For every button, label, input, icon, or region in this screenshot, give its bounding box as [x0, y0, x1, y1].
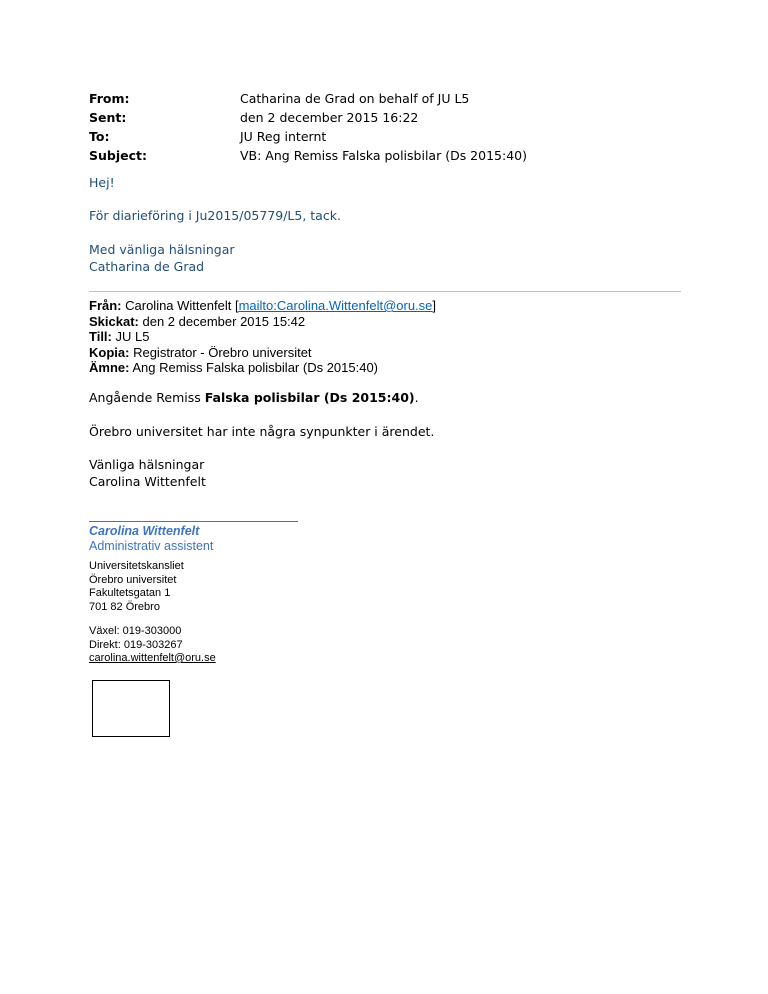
signature-email-link[interactable]: carolina.wittenfelt@oru.se	[89, 652, 216, 664]
body-line-statement: Örebro universitet har inte några synpunkter i ärendet.	[89, 424, 435, 439]
forwarded-to-label: Till:	[89, 329, 112, 344]
forwarded-to-row	[89, 329, 436, 345]
forwarded-cc-value: Registrator - Örebro universitet	[133, 344, 312, 360]
reply-closing: Med vänliga hälsningar	[89, 242, 235, 257]
body-line1-bold: Falska polisbilar (Ds 2015:40)	[204, 390, 415, 405]
reply-name: Catharina de Grad	[89, 259, 205, 274]
forwarded-from-value: Carolina Wittenfelt	[125, 298, 232, 313]
forward-divider	[89, 291, 681, 292]
forwarded-sent-label: Skickat:	[89, 313, 139, 329]
signature-divider	[89, 521, 298, 522]
forwarded-to-value: JU L5	[115, 329, 150, 344]
body-name: Carolina Wittenfelt	[89, 474, 206, 489]
reply-signoff	[89, 241, 235, 275]
header-from-row	[89, 89, 527, 108]
header-to-label: To:	[89, 129, 110, 144]
address-line: Universitetskansliet	[89, 560, 184, 572]
body-line1-suffix: .	[414, 390, 419, 405]
forwarded-from-label: Från:	[89, 298, 122, 313]
reply-greeting: Hej!	[89, 175, 115, 190]
signature-name: Carolina Wittenfelt	[89, 524, 200, 538]
reply-diarie-note: För diarieföring i Ju2015/05779/L5, tack.	[89, 208, 341, 223]
body-line-remiss	[89, 389, 419, 406]
address-line: 701 82 Örebro	[89, 600, 160, 613]
forwarded-sent-row	[89, 314, 436, 330]
address-line: Örebro universitet	[89, 573, 177, 586]
address-line: Fakultetsgatan 1	[89, 587, 171, 599]
header-to-row	[89, 127, 527, 146]
phone-direct: Direkt: 019-303267	[89, 638, 183, 651]
body-line1-prefix: Angående Remiss	[89, 390, 205, 405]
body-closing: Vänliga hälsningar	[89, 457, 205, 472]
header-sent-row	[89, 108, 527, 127]
forwarded-mailto-link[interactable]: mailto:Carolina.Wittenfelt@oru.se	[238, 298, 433, 313]
header-subject-label: Subject:	[89, 148, 147, 163]
body-signoff	[89, 456, 206, 490]
logo-placeholder-box	[92, 680, 170, 737]
forwarded-subject-label: Ämne:	[89, 360, 130, 375]
signature-address	[89, 560, 184, 614]
email-header	[89, 89, 527, 165]
header-from-label: From:	[89, 91, 130, 106]
signature-title: Administrativ assistent	[89, 539, 214, 553]
header-sent-value: den 2 december 2015 16:22	[240, 110, 419, 125]
header-to-value: JU Reg internt	[240, 129, 327, 144]
forwarded-sent-value: den 2 december 2015 15:42	[142, 313, 306, 329]
forwarded-cc-row	[89, 345, 436, 361]
header-sent-label: Sent:	[89, 110, 127, 125]
forwarded-from-row: Från: Carolina Wittenfelt [mailto:Carolina.Wittenfelt@oru.se]	[89, 298, 437, 313]
forwarded-cc-label: Kopia:	[89, 344, 130, 360]
forwarded-subject-row	[89, 360, 436, 376]
phone-switch: Växel: 019-303000	[89, 625, 182, 637]
forwarded-subject-value: Ang Remiss Falska polisbilar (Ds 2015:40)	[132, 360, 379, 375]
header-from-value: Catharina de Grad on behalf of JU L5	[240, 91, 470, 106]
signature-contact	[89, 625, 216, 666]
header-subject-value: VB: Ang Remiss Falska polisbilar (Ds 2015:40)	[240, 148, 527, 163]
header-subject-row	[89, 146, 527, 165]
forwarded-header	[89, 298, 436, 376]
